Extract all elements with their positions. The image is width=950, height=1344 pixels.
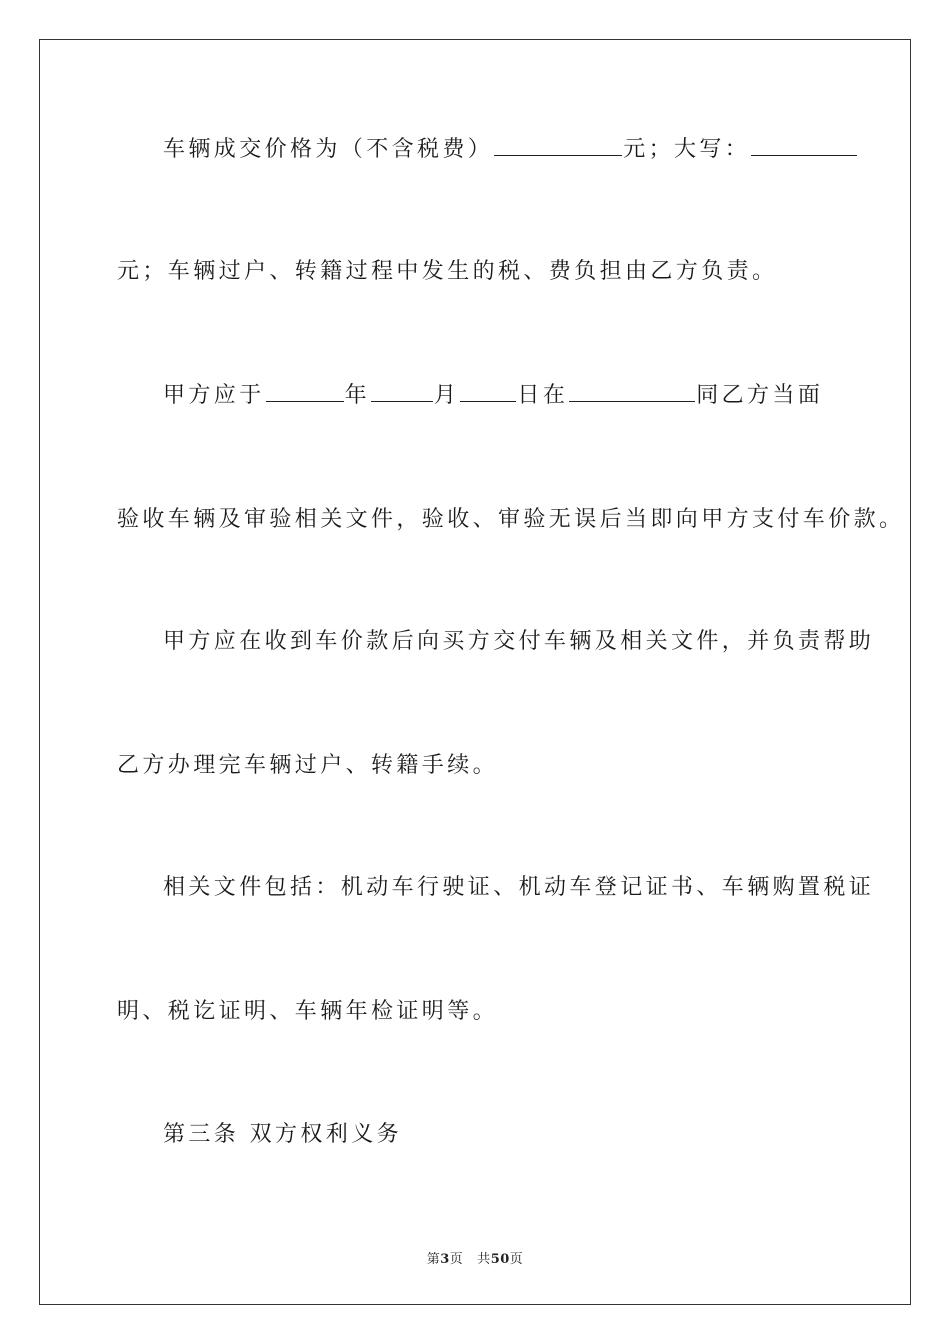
handover-line-2: 乙方办理完车辆过户、转籍手续。 [117, 753, 499, 778]
price-label: 车辆成交价格为（不含税费） [163, 137, 494, 162]
page-suffix: 页 [449, 1252, 464, 1267]
price-capital-label: 元；大写： [623, 137, 751, 162]
total-suffix: 页 [509, 1252, 524, 1267]
total-pages: 50 [490, 1252, 510, 1267]
month-blank [371, 381, 433, 402]
month-label: 月 [434, 383, 460, 408]
year-label: 年 [344, 383, 371, 408]
location-blank [569, 381, 695, 402]
day-location-label: 日在 [517, 383, 569, 408]
day-blank [460, 381, 516, 402]
price-line-2: 元；车辆过户、转籍过程中发生的税、费负担由乙方负责。 [117, 259, 778, 284]
total-prefix: 共 [477, 1252, 491, 1267]
page-footer [0, 1248, 950, 1267]
section-heading: 第三条 双方权利义务 [163, 1122, 402, 1147]
delivery-tail: 同乙方当面 [696, 383, 824, 408]
page-prefix: 第 [426, 1252, 441, 1267]
documents-line-1: 相关文件包括：机动车行驶证、机动车登记证书、车辆购置税证 [163, 875, 875, 900]
delivery-line-2: 验收车辆及审验相关文件，验收、审验无误后当即向甲方支付车价款。 [117, 507, 905, 532]
price-amount-blank [494, 135, 622, 156]
handover-line-1: 甲方应在收到车价款后向买方交付车辆及相关文件，并负责帮助 [163, 629, 875, 654]
price-line-1 [163, 135, 858, 165]
year-blank [266, 381, 344, 402]
price-capital-blank [751, 135, 857, 156]
page-border [39, 39, 911, 1305]
delivery-line-1 [163, 381, 823, 411]
documents-line-2: 明、税讫证明、车辆年检证明等。 [117, 999, 499, 1024]
delivery-label: 甲方应于 [163, 383, 265, 408]
page-number: 3 [440, 1252, 450, 1267]
